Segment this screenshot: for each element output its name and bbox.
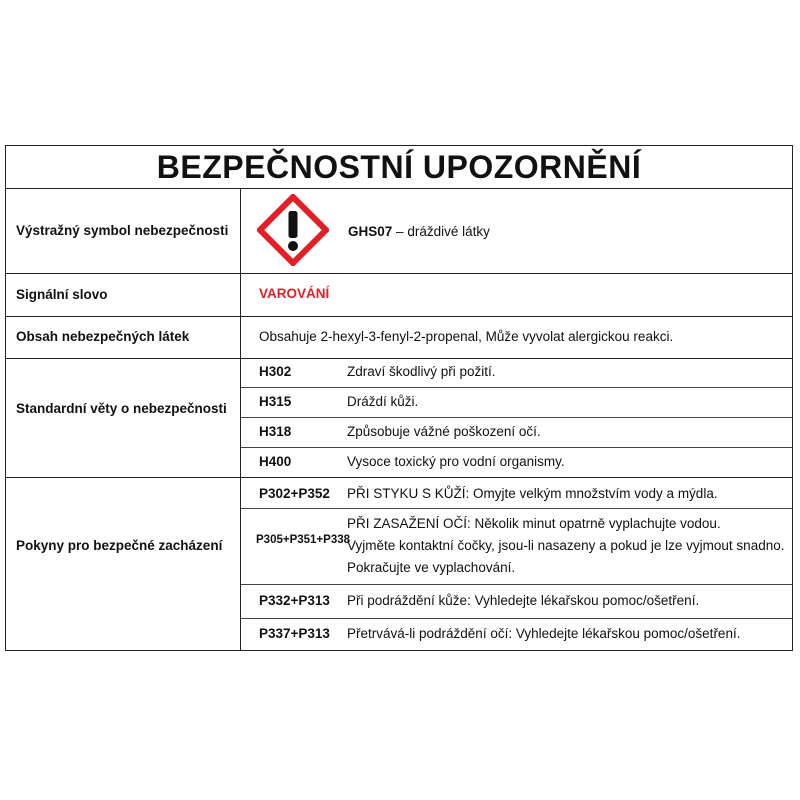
hazard-text: Způsobuje vážné poškození očí.	[347, 424, 541, 439]
precaution-text: PŘI ZASAŽENÍ OČÍ: Několik minut opatrně vyplachujte vodou.	[347, 516, 721, 531]
substances-text: Obsahuje 2-hexyl-3-fenyl-2-propenal, Může vyvolat alergickou reakci.	[259, 329, 674, 344]
hazard-text: Vysoce toxický pro vodní organismy.	[347, 454, 565, 469]
signal-row-label: Signální slovo	[16, 287, 108, 302]
ghs-code: GHS07	[348, 224, 393, 239]
hazard-code: H318	[259, 424, 292, 439]
precaution-text: PŘI STYKU S KŮŽÍ: Omyjte velkým množstvím vody a mýdla.	[347, 486, 718, 501]
hazard-code: H400	[259, 454, 292, 469]
precaution-text: Při podráždění kůže: Vyhledejte lékařskou pomoc/ošetření.	[347, 593, 700, 608]
ghs-info	[348, 222, 490, 242]
hazard-code: H302	[259, 364, 292, 379]
exclamation-mark-diamond-icon	[257, 194, 329, 266]
symbol-row-label: Výstražný symbol nebezpečnosti	[16, 223, 229, 238]
divider	[6, 273, 792, 274]
divider	[6, 358, 792, 359]
hazard-code: H315	[259, 394, 292, 409]
precaution-code: P302+P352	[259, 486, 330, 501]
safety-label	[5, 145, 793, 651]
signal-word: VAROVÁNÍ	[259, 286, 330, 301]
divider	[6, 316, 792, 317]
substances-row-label: Obsah nebezpečných látek	[16, 329, 190, 344]
sub-divider	[241, 508, 792, 509]
hazard-text: Dráždí kůži.	[347, 394, 419, 409]
sub-divider	[241, 387, 792, 388]
column-divider	[240, 188, 241, 650]
sub-divider	[241, 584, 792, 585]
precaution-text: Pokračujte ve vyplachování.	[347, 560, 516, 575]
divider	[6, 477, 792, 478]
precaution-code: P337+P313	[259, 626, 330, 641]
hazard-row-label: Standardní věty o nebezpečnosti	[16, 401, 227, 416]
sub-divider	[241, 417, 792, 418]
divider	[6, 188, 792, 189]
hazard-text: Zdraví škodlivý při požití.	[347, 364, 496, 379]
precaution-row-label: Pokyny pro bezpečné zacházení	[16, 538, 223, 553]
label-title: BEZPEČNOSTNÍ UPOZORNĚNÍ	[156, 149, 642, 185]
precaution-code: P332+P313	[259, 593, 330, 608]
precaution-code: P305+P351+P338	[256, 534, 351, 546]
ghs-description: dráždivé látky	[407, 224, 490, 239]
sub-divider	[241, 447, 792, 448]
ghs-dash: –	[396, 224, 404, 239]
precaution-text: Přetrvává-li podráždění očí: Vyhledejte lékařskou pomoc/ošetření.	[347, 626, 741, 641]
precaution-text: Vyjměte kontaktní čočky, jsou-li nasazeny a pokud je lze vyjmout snadno.	[347, 538, 785, 553]
sub-divider	[241, 618, 792, 619]
